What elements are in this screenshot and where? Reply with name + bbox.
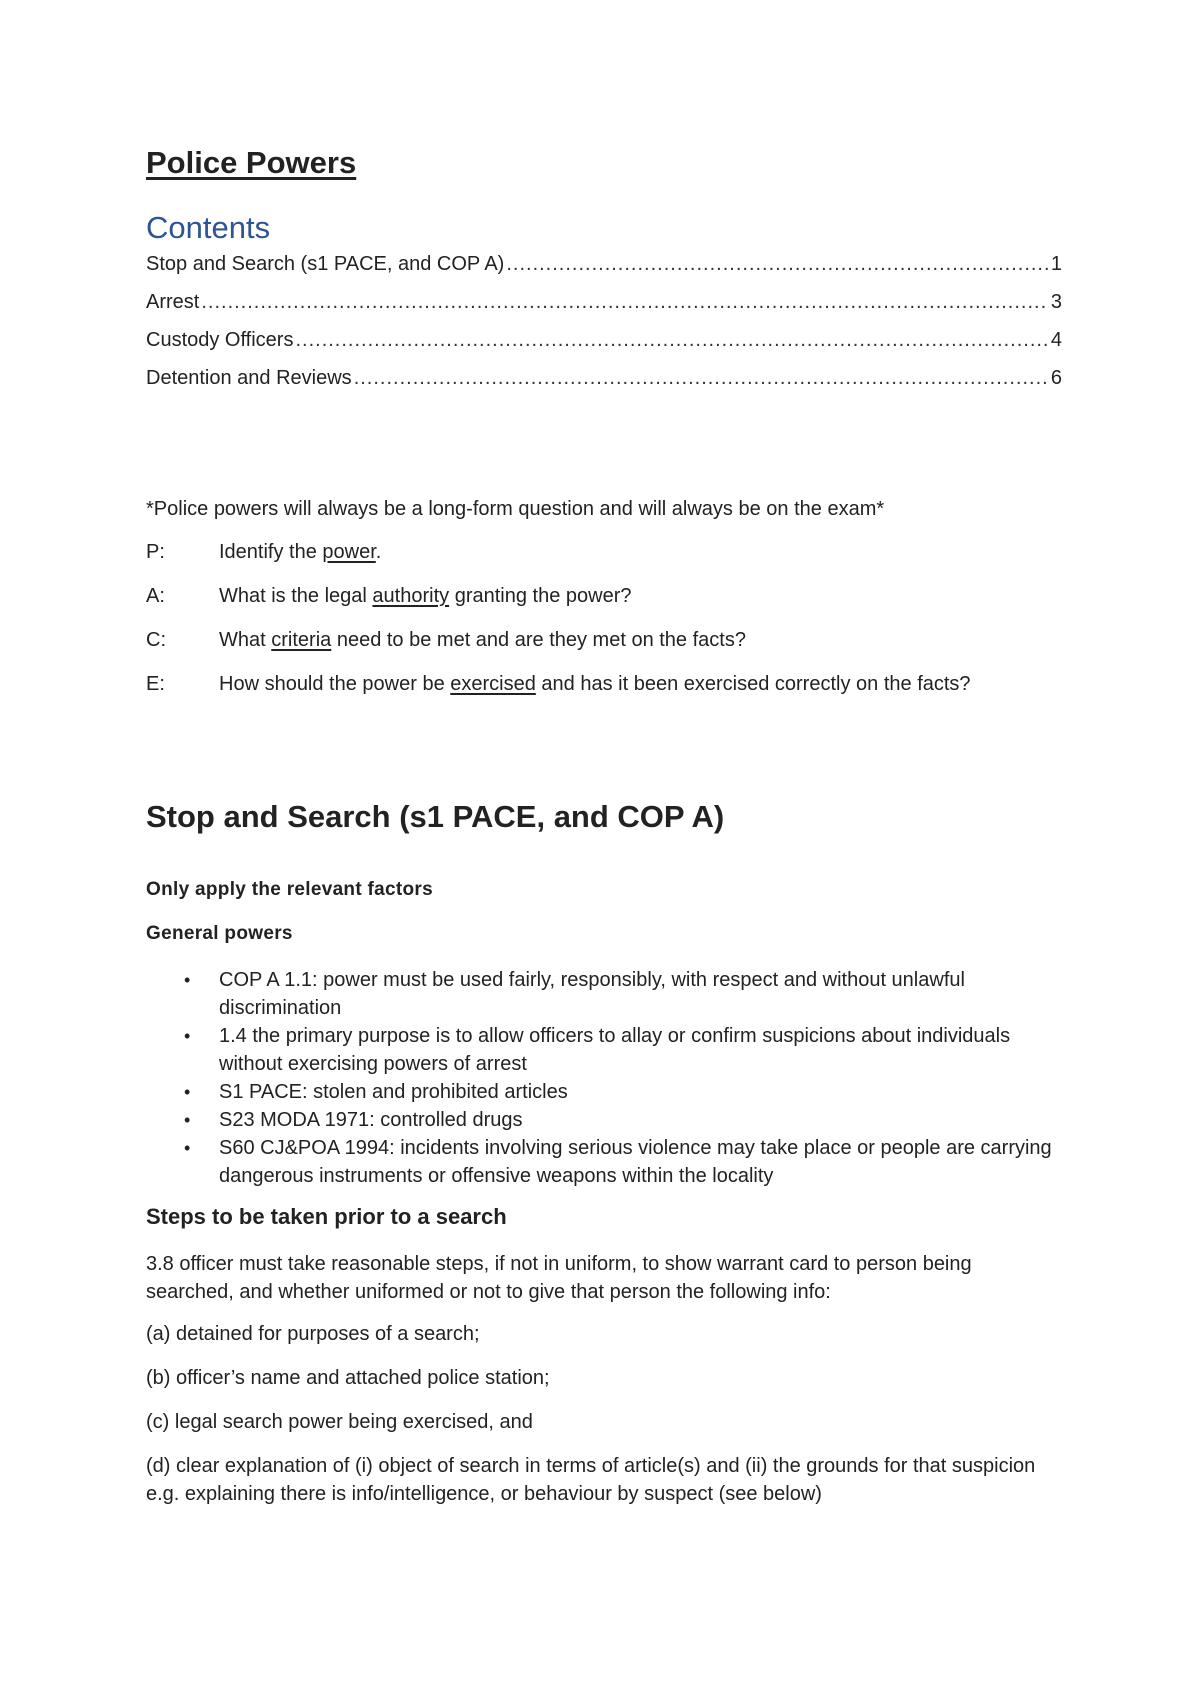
step-item: (a) detained for purposes of a search; [146, 1323, 480, 1345]
list-item: • S1 PACE: stolen and prohibited articles [146, 1078, 1062, 1106]
pace-text-before: How should the power be [219, 673, 451, 695]
pace-text [219, 625, 746, 669]
pace-text [219, 581, 631, 625]
toc-entry[interactable] [146, 363, 1062, 401]
section-heading-stop-and-search: Stop and Search (s1 PACE, and COP A) [146, 799, 725, 834]
general-powers-heading: General powers [146, 923, 293, 944]
pace-letter: C: [146, 629, 166, 651]
pace-text [219, 537, 381, 581]
pace-keyword: exercised [450, 673, 536, 695]
general-powers-list [146, 966, 1062, 1190]
pace-letter: E: [146, 673, 165, 695]
toc-leader-dots [506, 249, 1049, 279]
step-item: (b) officer’s name and attached police station; [146, 1367, 550, 1389]
pace-text-after: need to be met and are they met on the facts? [331, 629, 746, 651]
table-of-contents [146, 249, 1062, 401]
toc-leader-dots [295, 325, 1048, 355]
document-title: Police Powers [146, 145, 357, 180]
steps-heading: Steps to be taken prior to a search [146, 1204, 507, 1229]
pace-letter: P: [146, 541, 165, 563]
pace-keyword: power [322, 541, 376, 563]
pace-text-after: . [375, 541, 382, 563]
list-item: • COP A 1.1: power must be used fairly, responsibly, with respect and without unlawful discrimination [146, 966, 1062, 1022]
step-item: (c) legal search power being exercised, and [146, 1411, 533, 1433]
list-item: • S23 MODA 1971: controlled drugs [146, 1106, 1062, 1134]
list-item: • S60 CJ&POA 1994: incidents involving serious violence may take place or people are carrying dangerous instruments or offensive weapons within the locality [146, 1134, 1062, 1190]
contents-heading: Contents [146, 210, 271, 245]
pace-letter: A: [146, 585, 165, 607]
toc-entry-label[interactable]: Stop and Search (s1 PACE, and COP A) [146, 253, 505, 275]
toc-entry-page[interactable]: 4 [1050, 329, 1062, 351]
toc-entry-label[interactable]: Custody Officers [146, 329, 294, 351]
pace-item [146, 625, 1062, 669]
pace-item [146, 581, 1062, 625]
toc-entry[interactable] [146, 249, 1062, 287]
pace-item [146, 669, 1062, 713]
pace-text-before: What is the legal [219, 585, 373, 607]
step-item: (d) clear explanation of (i) object of search in terms of article(s) and (ii) the grounds for that suspicion e.g. explaining there is info/intelligence, or behaviour by suspect (see below) [146, 1455, 1036, 1505]
toc-entry-page[interactable]: 6 [1050, 367, 1062, 389]
toc-leader-dots [201, 287, 1049, 317]
relevant-factors-note: Only apply the relevant factors [146, 879, 433, 900]
toc-entry-page[interactable]: 3 [1050, 291, 1062, 313]
pace-text-after: granting the power? [449, 585, 632, 607]
toc-entry[interactable] [146, 325, 1062, 363]
pace-text-after: and has it been exercised correctly on the facts? [535, 673, 971, 695]
toc-entry[interactable] [146, 287, 1062, 325]
toc-entry-page[interactable]: 1 [1050, 253, 1062, 275]
pace-item [146, 537, 1062, 581]
toc-leader-dots [354, 363, 1049, 393]
pace-text [219, 669, 971, 713]
list-item: • 1.4 the primary purpose is to allow officers to allay or confirm suspicions about individuals without exercising powers of arrest [146, 1022, 1062, 1078]
steps-intro: 3.8 officer must take reasonable steps, if not in uniform, to show warrant card to person being searched, and whether uniformed or not to give that person the following info: [146, 1253, 972, 1303]
pace-text-before: What [219, 629, 272, 651]
pace-keyword: criteria [271, 629, 332, 651]
toc-entry-label[interactable]: Detention and Reviews [146, 367, 352, 389]
toc-entry-label[interactable]: Arrest [146, 291, 200, 313]
pace-framework-list [146, 537, 1062, 713]
exam-note: *Police powers will always be a long-form question and will always be on the exam* [146, 498, 885, 520]
pace-text-before: Identify the [219, 541, 323, 563]
pace-keyword: authority [372, 585, 450, 607]
